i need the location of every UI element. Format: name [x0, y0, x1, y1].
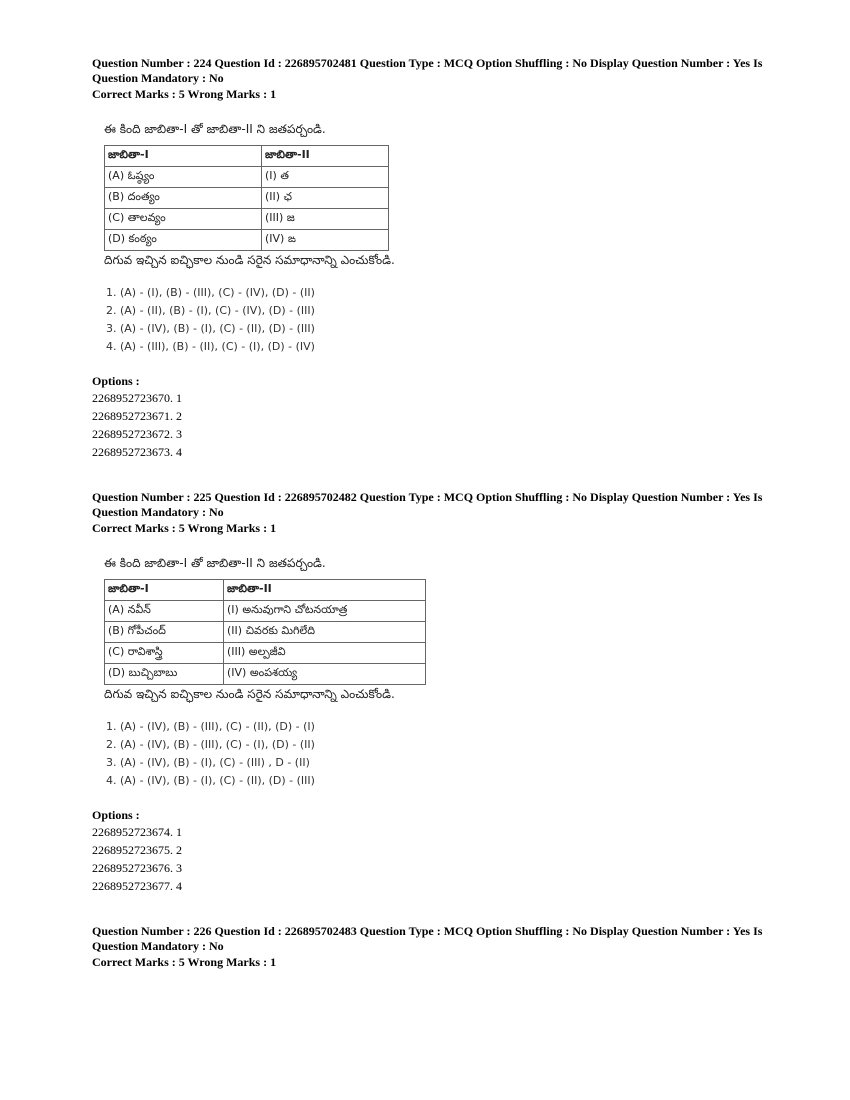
choice-item: 3. (A) - (IV), (B) - (I), (C) - (II), (D) - (III) — [106, 321, 315, 335]
marks-line: Correct Marks : 5 Wrong Marks : 1 — [92, 87, 277, 101]
option-id: 2268952723671. 2 — [92, 408, 182, 423]
option-id: 2268952723673. 4 — [92, 444, 182, 459]
question-meta — [92, 56, 782, 102]
table-cell: (A) ఓష్ఠ్యం — [105, 166, 262, 187]
table-cell: (B) గోపీచంద్ — [105, 621, 224, 642]
marks-line: Correct Marks : 5 Wrong Marks : 1 — [92, 521, 277, 535]
match-table — [104, 145, 389, 251]
table-row — [105, 229, 389, 250]
answer-choices — [106, 284, 782, 356]
options-list — [92, 389, 782, 461]
options-list — [92, 823, 782, 895]
table-row — [105, 621, 426, 642]
meta-line-2: Question Mandatory : No — [92, 70, 224, 85]
table-row — [105, 642, 426, 663]
table-header-cell: జాబితా-II — [262, 145, 389, 166]
choose-instruction: దిగువ ఇచ్చిన ఐచ్ఛికాల నుండి సరైన సమాధానాన్ని ఎంచుకోండి. — [104, 252, 395, 267]
table-row — [105, 187, 389, 208]
table-cell: (A) నవీన్ — [105, 600, 224, 621]
marks-line: Correct Marks : 5 Wrong Marks : 1 — [92, 955, 277, 969]
table-cell: (II) ఛ — [262, 187, 389, 208]
table-header-row — [105, 145, 389, 166]
table-cell: (II) చివరకు మిగిలేది — [224, 621, 426, 642]
option-id: 2268952723676. 3 — [92, 860, 182, 875]
question-226 — [92, 924, 782, 970]
table-cell: (D) బుచ్చిబాబు — [105, 663, 224, 684]
table-row — [105, 166, 389, 187]
table-cell: (I) త — [262, 166, 389, 187]
question-instruction: ఈ కింది జాబితా-I తో జాబితా-II ని జతపర్చండి. — [104, 121, 326, 136]
options-label: Options : — [92, 373, 140, 388]
meta-line-2: Question Mandatory : No — [92, 504, 224, 519]
choice-item: 1. (A) - (IV), (B) - (III), (C) - (II), (D) - (I) — [106, 719, 315, 733]
options-label: Options : — [92, 807, 140, 822]
table-header-cell: జాబితా-I — [105, 145, 262, 166]
meta-line-1: Question Number : 226 Question Id : 226895702483 Question Type : MCQ Option Shuffling : No Display Question Number : Yes Is — [92, 924, 763, 938]
table-row — [105, 208, 389, 229]
question-instruction: ఈ కింది జాబితా-I తో జాబితా-II ని జతపర్చండి. — [104, 555, 326, 570]
meta-line-1: Question Number : 225 Question Id : 226895702482 Question Type : MCQ Option Shuffling : No Display Question Number : Yes Is — [92, 490, 763, 504]
question-meta — [92, 490, 782, 536]
table-cell: (C) రావిశాస్త్రి — [105, 642, 224, 663]
table-cell: (IV) ఙ — [262, 229, 389, 250]
table-row — [105, 663, 426, 684]
choice-item: 2. (A) - (IV), (B) - (III), (C) - (I), (D) - (II) — [106, 737, 315, 751]
meta-line-2: Question Mandatory : No — [92, 938, 224, 953]
table-cell: (IV) అంపశయ్య — [224, 663, 426, 684]
answer-choices — [106, 718, 782, 790]
table-cell: (B) దంత్యం — [105, 187, 262, 208]
choice-item: 4. (A) - (III), (B) - (II), (C) - (I), (D) - (IV) — [106, 339, 315, 353]
table-header-cell: జాబితా-II — [224, 579, 426, 600]
option-id: 2268952723670. 1 — [92, 390, 182, 405]
table-cell: (III) అల్పజీవి — [224, 642, 426, 663]
question-meta — [92, 924, 782, 970]
meta-line-1: Question Number : 224 Question Id : 226895702481 Question Type : MCQ Option Shuffling : No Display Question Number : Yes Is — [92, 56, 763, 70]
question-224 — [92, 56, 782, 461]
table-row — [105, 600, 426, 621]
option-id: 2268952723674. 1 — [92, 824, 182, 839]
table-header-cell: జాబితా-I — [105, 579, 224, 600]
choice-item: 1. (A) - (I), (B) - (III), (C) - (IV), (D) - (II) — [106, 285, 315, 299]
option-id: 2268952723677. 4 — [92, 878, 182, 893]
option-id: 2268952723675. 2 — [92, 842, 182, 857]
table-cell: (III) జ — [262, 208, 389, 229]
choice-item: 4. (A) - (IV), (B) - (I), (C) - (II), (D) - (III) — [106, 773, 315, 787]
table-cell: (I) అనువుగాని చోటనయాత్ర — [224, 600, 426, 621]
table-cell: (D) కంఠ్యం — [105, 229, 262, 250]
table-cell: (C) తాలవ్యం — [105, 208, 262, 229]
choice-item: 2. (A) - (II), (B) - (I), (C) - (IV), (D) - (III) — [106, 303, 315, 317]
match-table — [104, 579, 426, 685]
question-225 — [92, 490, 782, 895]
choice-item: 3. (A) - (IV), (B) - (I), (C) - (III) , D - (II) — [106, 755, 310, 769]
option-id: 2268952723672. 3 — [92, 426, 182, 441]
table-header-row — [105, 579, 426, 600]
choose-instruction: దిగువ ఇచ్చిన ఐచ్ఛికాల నుండి సరైన సమాధానాన్ని ఎంచుకోండి. — [104, 686, 395, 701]
